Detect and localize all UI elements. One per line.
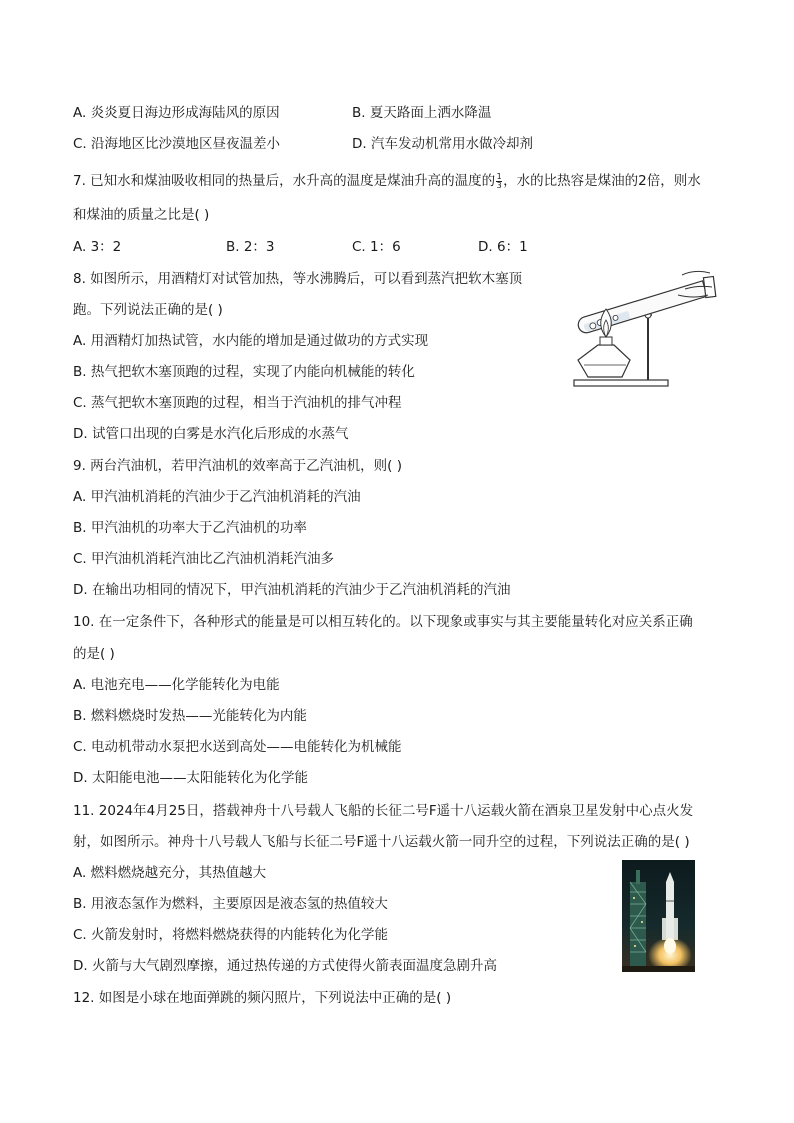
q10-option-c: C. 电动机带动水泵把水送到高处——电能转化为机械能 xyxy=(73,739,402,755)
q7-stem-line1 xyxy=(73,172,701,190)
q8-option-b: B. 热气把软木塞顶跑的过程，实现了内能向机械能的转化 xyxy=(73,364,415,380)
test-tube-apparatus-figure xyxy=(570,265,725,393)
q7-stem-line2: 和煤油的质量之比是( ) xyxy=(73,207,210,223)
q6-option-b: B. 夏天路面上洒水降温 xyxy=(352,105,492,121)
q11-option-a: A. 燃料燃烧越充分，其热值越大 xyxy=(73,865,267,881)
q9-option-c: C. 甲汽油机消耗汽油比乙汽油机消耗汽油多 xyxy=(73,551,335,567)
q7-option-a: A. 3：2 xyxy=(73,239,122,255)
q11-option-b: B. 用液态氢作为燃料，主要原因是液态氢的热值较大 xyxy=(73,896,388,912)
q7-option-d: D. 6：1 xyxy=(478,239,528,255)
q9-option-a: A. 甲汽油机消耗的汽油少于乙汽油机消耗的汽油 xyxy=(73,489,361,505)
q7-stem-part1: 7. 已知水和煤油吸收相同的热量后，水升高的温度是煤油升高的温度的 xyxy=(73,173,496,189)
q7-frac-num: 1 xyxy=(496,171,502,181)
q8-option-a: A. 用酒精灯加热试管，水内能的增加是通过做功的方式实现 xyxy=(73,333,429,349)
q10-option-d: D. 太阳能电池——太阳能转化为化学能 xyxy=(73,770,308,786)
q11-stem-line1: 11. 2024年4月25日，搭载神舟十八号载人飞船的长征二号F遥十八运载火箭在酒泉卫星发射中心点火发 xyxy=(73,803,694,819)
q8-option-d: D. 试管口出现的白雾是水汽化后形成的水蒸气 xyxy=(73,426,349,442)
q10-option-b: B. 燃料燃烧时发热——光能转化为内能 xyxy=(73,708,307,724)
q7-option-b: B. 2：3 xyxy=(226,239,275,255)
q7-stem-part2: ，水的比热容是煤油的2倍，则水 xyxy=(503,173,701,189)
q8-stem-line2: 跑。下列说法正确的是( ) xyxy=(73,302,223,318)
q7-option-c: C. 1：6 xyxy=(352,239,401,255)
q9-stem: 9. 两台汽油机，若甲汽油机的效率高于乙汽油机，则( ) xyxy=(73,458,402,474)
q10-stem-line2: 的是( ) xyxy=(73,646,115,662)
q6-option-d: D. 汽车发动机常用水做冷却剂 xyxy=(352,136,533,152)
rocket-launch-photo xyxy=(622,860,695,972)
q12-stem: 12. 如图是小球在地面弹跳的频闪照片，下列说法中正确的是( ) xyxy=(73,990,452,1006)
q11-stem-line2: 射，如图所示。神舟十八号载人飞船与长征二号F遥十八运载火箭一同升空的过程，下列说法正确的是( ) xyxy=(73,834,690,850)
q11-option-d: D. 火箭与大气剧烈摩擦，通过热传递的方式使得火箭表面温度急剧升高 xyxy=(73,958,497,974)
q10-stem-line1: 10. 在一定条件下，各种形式的能量是可以相互转化的。以下现象或事实与其主要能量转化对应关系正确 xyxy=(73,614,693,630)
q7-frac-den: 3 xyxy=(496,180,502,190)
q8-option-c: C. 蒸气把软木塞顶跑的过程，相当于汽油机的排气冲程 xyxy=(73,395,402,411)
q9-option-d: D. 在输出功相同的情况下，甲汽油机消耗的汽油少于乙汽油机消耗的汽油 xyxy=(73,582,511,598)
q8-stem-line1: 8. 如图所示，用酒精灯对试管加热，等水沸腾后，可以看到蒸汽把软木塞顶 xyxy=(73,271,523,287)
q9-option-b: B. 甲汽油机的功率大于乙汽油机的功率 xyxy=(73,520,307,536)
q7-fraction xyxy=(496,173,502,190)
q6-option-a: A. 炎炎夏日海边形成海陆风的原因 xyxy=(73,105,280,121)
q10-option-a: A. 电池充电——化学能转化为电能 xyxy=(73,677,280,693)
q6-option-c: C. 沿海地区比沙漠地区昼夜温差小 xyxy=(73,136,281,152)
q11-option-c: C. 火箭发射时，将燃料燃烧获得的内能转化为化学能 xyxy=(73,927,389,943)
